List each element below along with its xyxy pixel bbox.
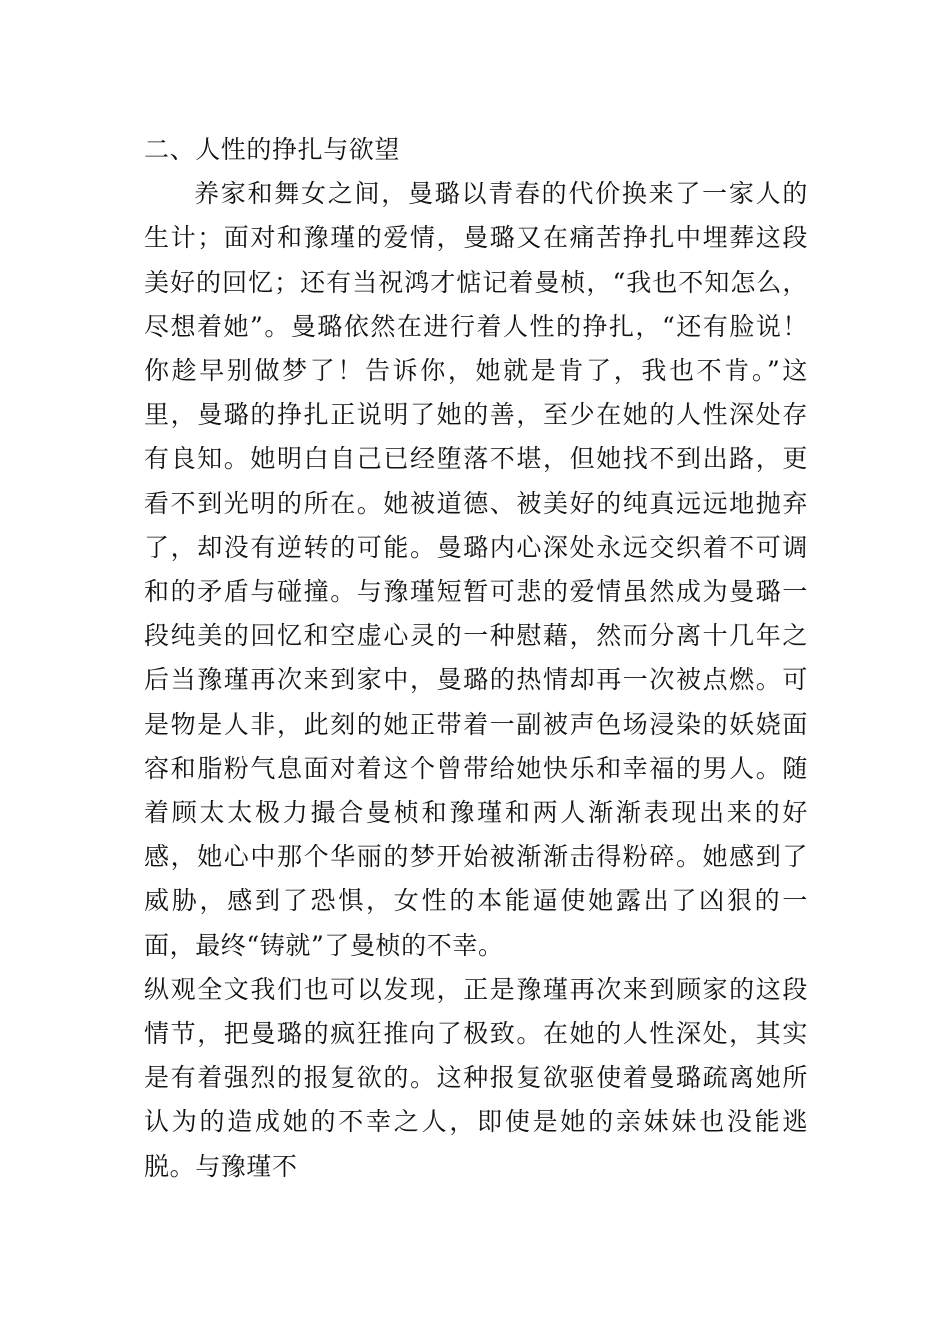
paragraph-1: 养家和舞女之间，曼璐以青春的代价换来了一家人的生计；面对和豫瑾的爱情，曼璐又在痛苦挣扎中埋葬这段美好的回忆；还有当祝鸿才惦记着曼桢，“我也不知怎么，尽想着她”。曼璐依然在进行着人性的挣扎，“还有脸说！你趁早别做梦了！告诉你，她就是肯了，我也不肯。”这里，曼璐的挣扎正说明了她的善，至少在她的人性深处存有良知。她明白自己已经堕落不堪，但她找不到出路，更看不到光明的所在。她被道德、被美好的纯真远远地抛弃了，却没有逆转的可能。曼璐内心深处永远交织着不可调和的矛盾与碰撞。与豫瑾短暂可悲的爱情虽然成为曼璐一段纯美的回忆和空虚心灵的一种慰藉，然而分离十几年之后当豫瑾再次来到家中，曼璐的热情却再一次被点燃。可是物是人非，此刻的她正带着一副被声色场浸染的妖娆面容和脂粉气息面对着这个曾带给她快乐和幸福的男人。随着顾太太极力撮合曼桢和豫瑾和两人渐渐表现出来的好感，她心中那个华丽的梦开始被渐渐击得粉碎。她感到了威胁，感到了恐惧，女性的本能逼使她露出了凶狠的一面，最终“铸就”了曼桢的不幸。 [144, 179, 808, 960]
paragraph-2: 纵观全文我们也可以发现，正是豫瑾再次来到顾家的这段情节，把曼璐的疯狂推向了极致。在她的人性深处，其实是有着强烈的报复欲的。这种报复欲驱使着曼璐疏离她所认为的造成她的不幸之人，即使是她的亲妹妹也没能逃脱。与豫瑾不 [144, 974, 808, 1181]
section-heading: 二、人性的挣扎与欲望 [144, 135, 401, 164]
document-body [144, 128, 808, 1189]
